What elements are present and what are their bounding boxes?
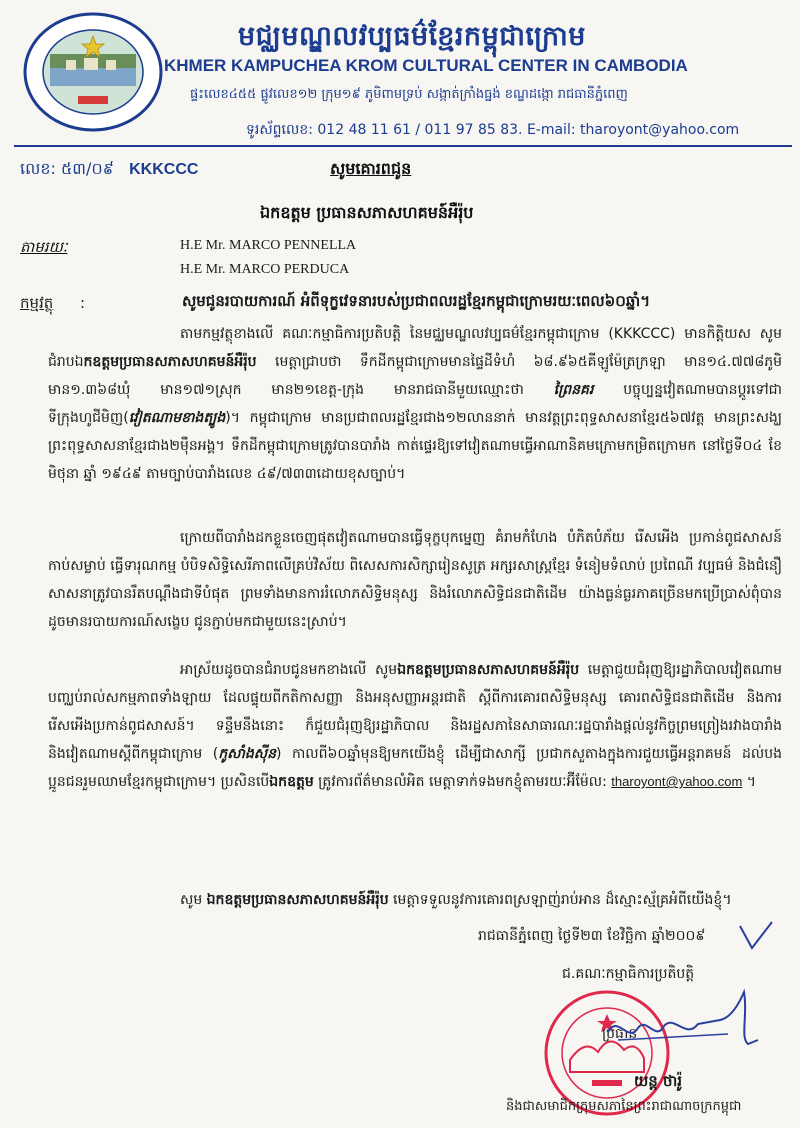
reference-number [20, 158, 198, 182]
date-line: រាជធានីភ្នំពេញ ថ្ងៃទី២៣ ខែវិច្ឆិកា ឆ្នាំ២០០៩ [478, 928, 706, 944]
organization-name-khmer: មជ្ឈមណ្ឌលវប្បធម៌ខ្មែរកម្ពុជាក្រោម [238, 21, 586, 52]
signatory-role: និងជាសមាជិកក្រុមសភានៃព្រះរាជាណាចក្រកម្ពុជា [506, 1099, 742, 1114]
body-paragraph-3: អាស្រ័យដូចបានជំរាបជូនមកខាងលើ សូមឯកឧត្តមប្រធានសភាសហគមន៍អឺរ៉ុប មេត្តាជួយជំរុញឱ្យរដ្ឋាភិបាលវៀតណាមបញ្ឈប់រាល់សកម្មភាពទាំងឡាយ ដែលផ្ទុយពីកតិកាសញ្ញា និងអនុសញ្ញាអន្តរជាតិ ស្តីពីការគោរពសិទ្ធិមនុស្ស គោរពសិទ្ធិជនជាតិដើម និងការរើសអើងប្រកាន់ពូជសាសន៍។ ទន្ទឹមនឹងនោះ ក៏ជួយជំរុញឱ្យរដ្ឋាភិបាល និងរដ្ឋសភានៃសាធារណៈរដ្ឋបារាំងផ្តល់នូវកិច្ចព្រមព្រៀងរវាងបារាំង និងវៀតណាមស្តីពីកម្ពុជាក្រោម (កូសាំងស៊ីន) កាលពី៦០ឆ្នាំមុនឱ្យមកយើងខ្ញុំ ដើម្បីជាសាក្សី ប្រជាកសួតាងក្នុងការជួយធ្វើអន្តរាគមន៍ ដល់បងប្អូនជនរួមឈាមខ្មែរកម្ពុជាក្រោម។ ប្រសិនបើឯកឧត្តម ត្រូវការព័ត៌មានលំអិត មេត្តាទាក់ទងមកខ្ញុំតាមរយៈអ៊ីម៉ែល: tharoyont@yahoo.com ។ [48, 662, 782, 790]
subject-label: កម្មវត្ថុ [20, 294, 54, 312]
signatory-department: ជ.គណៈកម្មាធិការប្រតិបត្តិ [562, 966, 695, 982]
handwritten-mark [736, 918, 776, 958]
phone-and-email: 012 48 11 61 / 011 97 85 83. E-mail: tharoyont@yahoo.com [317, 122, 740, 138]
phone-label: ទូរស័ព្ទលេខ: [246, 122, 313, 138]
via-name-2: H.E Mr. MARCO PERDUCA [180, 262, 350, 277]
via-names [180, 234, 356, 282]
via-name-1: H.E Mr. MARCO PENNELLA [180, 238, 357, 253]
body-paragraph-2: ក្រោយពីបារាំងដកខ្លួនចេញផុតវៀតណាមបានធ្វើទុក្ខបុកម្នេញ គំរាមកំហែង បំភិតបំភ័យ រើសអើង ប្រកាន់ពូជសាសន៍ កាប់សម្លាប់ ធ្វើទារុណកម្ម បំបិទសិទ្ធិសេរីភាពលើគ្រប់វិស័យ ពិសេសការសិក្សារៀនសូត្រ អក្សរសាស្ត្រខ្មែរ ទំនៀមទំលាប់ ប្រពៃណី វប្បធម៌ និងជំនឿសាសនាត្រូវបានរឹតបណ្តឹងជាទីបំផុត ព្រមទាំងមានការរំលោភសិទ្ធិមនុស្ស និងរំលោភសិទ្ធិជនជាតិដើម យ៉ាងធ្ងន់ធ្ងរភាគច្រើនមកប្រើប្រាស់ពុំបាន ដូចមានរបាយការណ៍សង្ខេប ជូនភ្ជាប់មកជាមួយនេះស្រាប់។ [48, 530, 782, 630]
reference-code: KKKCCC [129, 161, 199, 178]
via-label: តាមរយៈ [20, 238, 68, 256]
recipient-line: ឯកឧត្តម ប្រធានសភាសហគមន៍អឺរ៉ុប [260, 203, 474, 222]
organization-contact [246, 120, 786, 141]
reference-label: លេខ: ៥៣/០៩ [20, 159, 114, 178]
body-paragraph-1: តាមកម្មវត្ថុខាងលើ គណៈកម្មាធិការប្រតិបត្តិ នៃមជ្ឈមណ្ឌលវប្បធម៌ខ្មែរកម្ពុជាក្រោម (KKKCCC) មានកិត្តិយស សូមជំរាបឯកឧត្តមប្រធានសភាសហគមន៍អឺរ៉ុប មេត្តាជ្រាបថា ទឹកដីកម្ពុជាក្រោមមានផ្ទៃដីទំហំ ៦៨.៩៦៥គីឡូម៉ែត្រក្រឡា មាន១៤.៧៧៨ភូមិ មាន១.៣៦៨ឃុំ មាន១៧១ស្រុក មាន២១ខេត្ត-ក្រុង មានរាជធានីមួយឈ្មោះថា ព្រៃនគរ បច្ចុប្បន្នវៀតណាមបានប្តូរទៅជាទីក្រុងហូជីមិញ(វៀតណាមខាងត្បូង)។ កម្ពុជាក្រោម មានប្រជាពលរដ្ឋខ្មែរជាង១២លាននាក់ មានវត្តព្រះពុទ្ធសាសនាខ្មែរ៥៦៧វត្ត មានព្រះសង្ឃព្រះពុទ្ធសាសនាខ្មែរជាង២ម៉ឺនអង្គ។ ទឹកដីកម្ពុជាក្រោមត្រូវបានបារាំង កាត់ផ្ទេរឱ្យទៅវៀតណាមធ្វើអាណានិគមក្រោមកម្រិតក្រោមក នៅថ្ងៃទី០៤ ខែមិថុនា ឆ្នាំ ១៩៤៩ តាមច្បាប់បារាំងលេខ ៤៩/៧៣៣ដោយខុសច្បាប់។ [48, 326, 782, 482]
organization-name-english: KHMER KAMPUCHEA KROM CULTURAL CENTER IN CAMBODIA [164, 56, 688, 75]
handwritten-signature [598, 984, 768, 1064]
letterhead-divider [14, 145, 792, 147]
subject-text: សូមជូនរបាយការណ៍ អំពីទុក្ខវេទនារបស់ប្រជាពលរដ្ឋខ្មែរកម្ពុជាក្រោមរយៈពេល៦០ឆ្នាំ។ [182, 292, 651, 310]
signatory-name: យន្ត ថារ៉ូ [634, 1072, 683, 1090]
organization-logo [22, 10, 164, 134]
organization-address: ផ្ទះលេខ៤៥៥ ផ្លូវលេខ១២ ក្រុម១៩ ភូមិពាមទ្រប់ សង្កាត់ក្រាំងធ្នង់ ខណ្ឌដង្កោ រាជធានីភ្នំពេញ [190, 87, 628, 102]
subject-colon: : [80, 294, 86, 312]
body-paragraph-4: សូម ឯកឧត្តមប្រធានសភាសហគមន៍អឺរ៉ុប មេត្តាទទួលនូវការគោរពស្រឡាញ់រាប់អាន ដ៏ស្មោះស្ម័គ្រអំពីយើងខ្ញុំ។ [180, 892, 732, 908]
contact-email-link[interactable]: tharoyont@yahoo.com [611, 774, 743, 789]
salutation-heading: សូមគោរពជូន [330, 159, 412, 178]
signatory-title: ប្រធាន [602, 1026, 638, 1042]
